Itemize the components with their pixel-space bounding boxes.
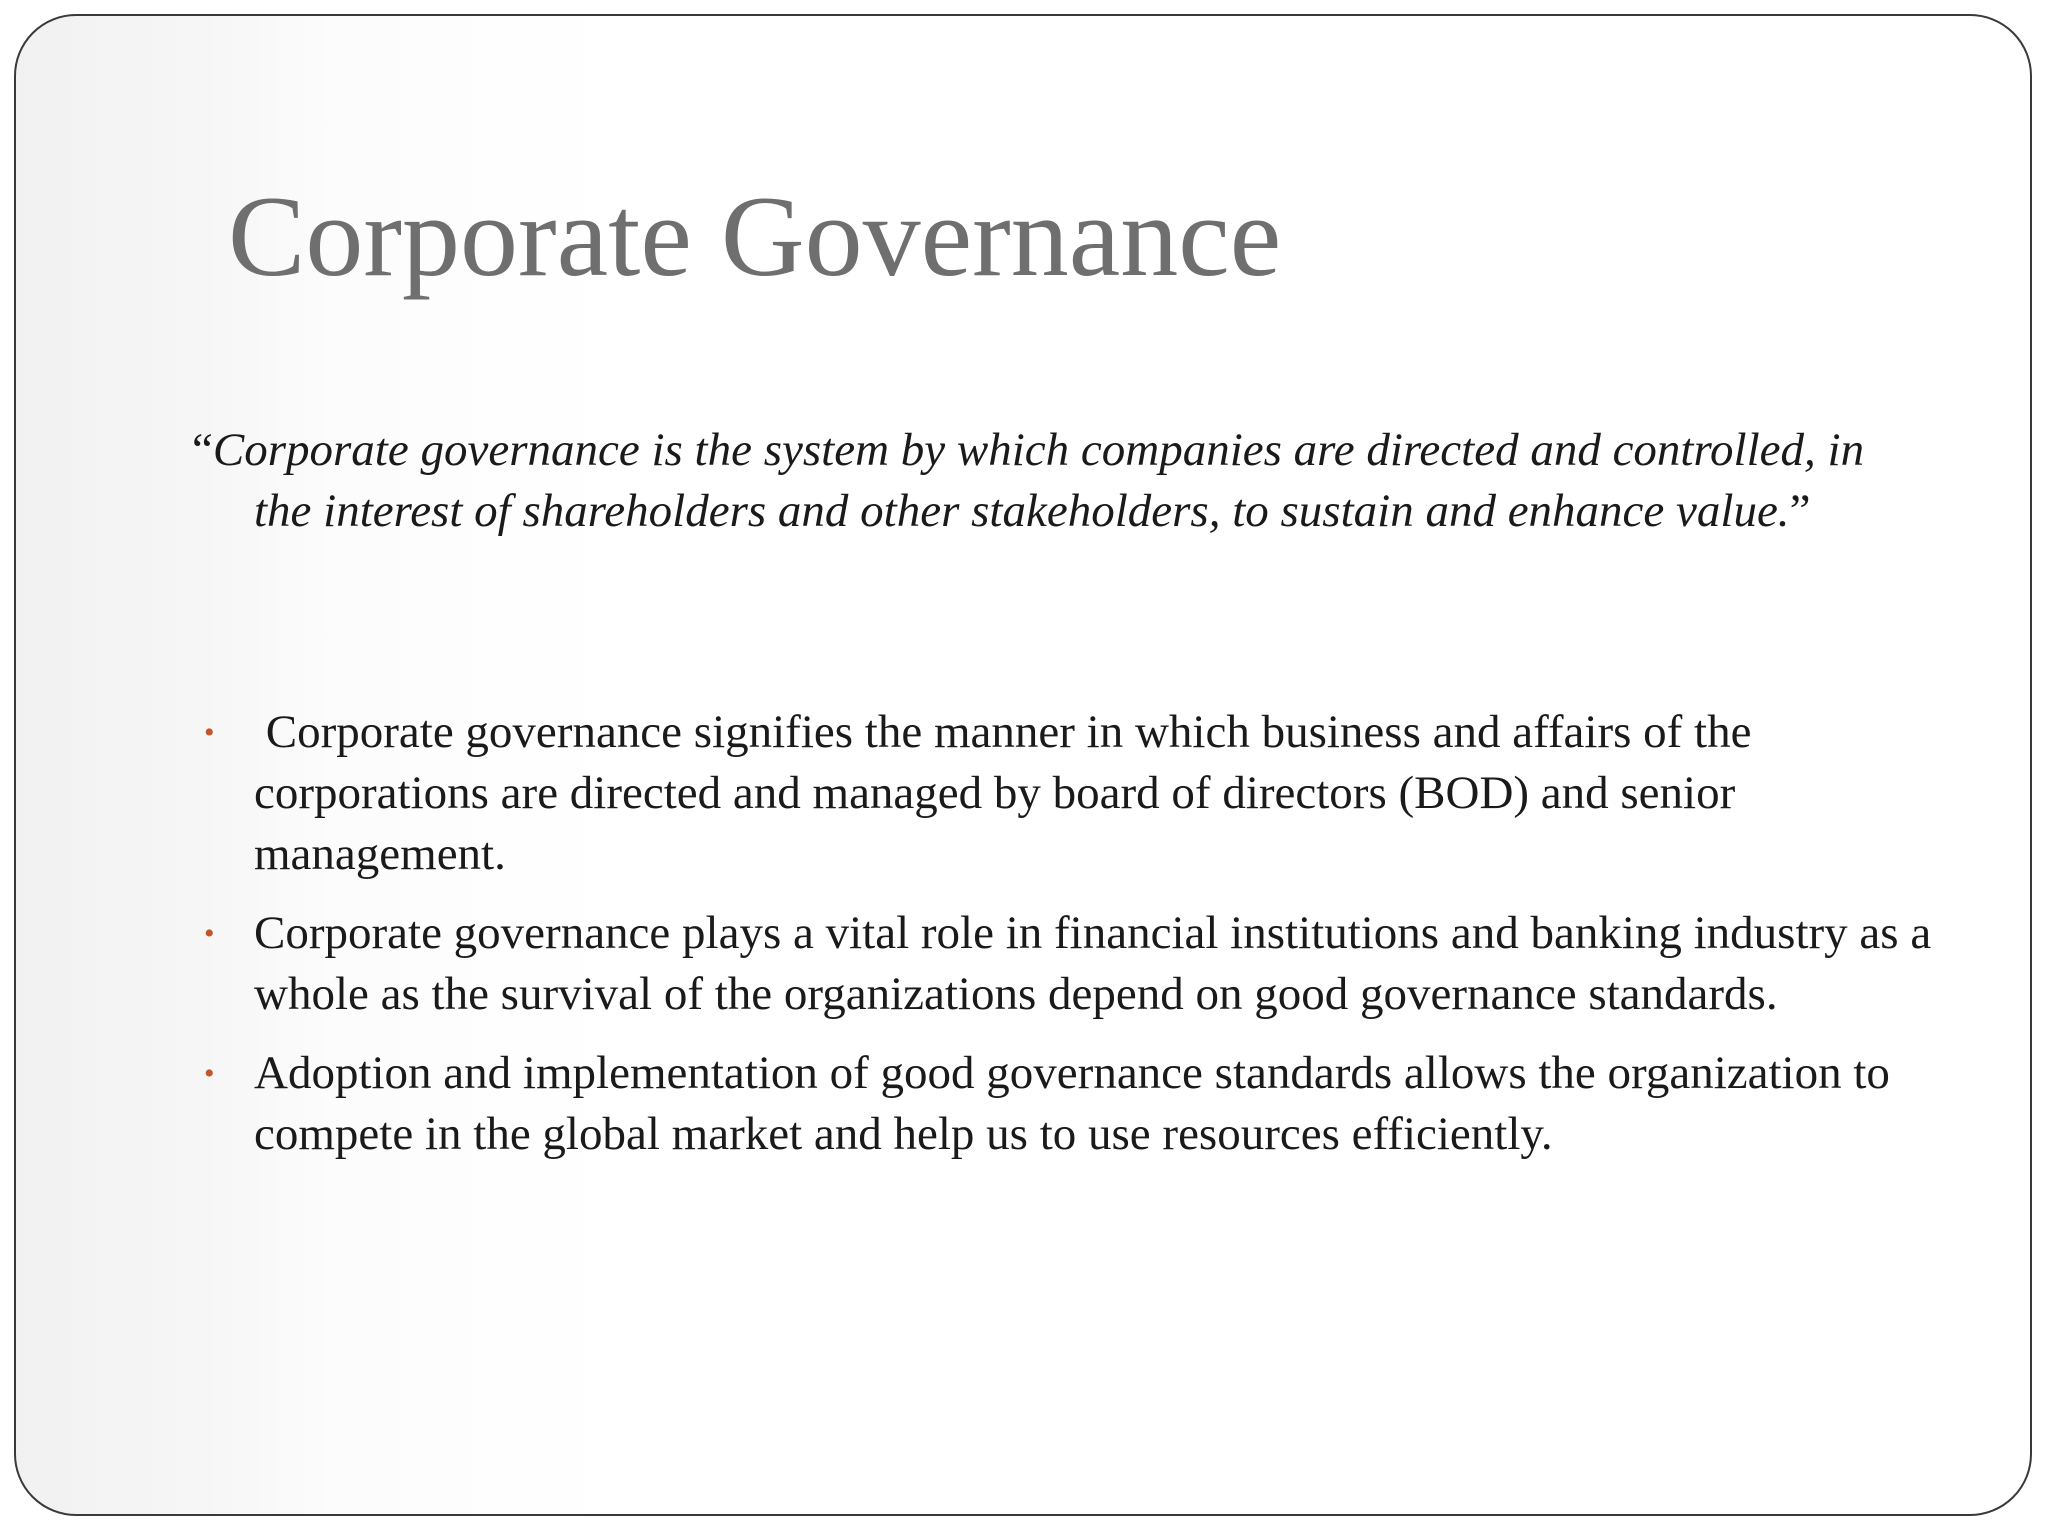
bullet-dot-icon: • (204, 716, 215, 749)
bullet-text: Corporate governance signifies the manner in which business and affairs of the corporations are directed and managed by board of directors (BOD) and senior management. (254, 706, 1764, 880)
bullet-item (192, 903, 1932, 1025)
quote-text: Corporate governance is the system by which companies are directed and controlled, in the interest of shareholders and other stakeholders, to sustain and enhance value. (212, 424, 1865, 537)
bullet-text: Corporate governance plays a vital role in financial institutions and banking industry as a whole as the survival of the organizations depend on good governance standards. (254, 907, 1932, 1020)
slide-title: Corporate Governance (228, 173, 1282, 301)
bullet-dot-icon: • (204, 1057, 215, 1090)
bullet-dot-icon: • (204, 917, 215, 950)
bullet-item (192, 702, 1932, 885)
bullet-text: Adoption and implementation of good governance standards allows the organization to compete in the global market and help us to use resources efficiently. (254, 1047, 1890, 1160)
definition-quote (192, 420, 1932, 542)
slide (14, 14, 2032, 1516)
quote-open-mark: “ (192, 424, 213, 476)
quote-close-mark: ” (1789, 485, 1811, 537)
bullet-item (192, 1043, 1932, 1165)
bullet-list (192, 702, 1932, 1183)
